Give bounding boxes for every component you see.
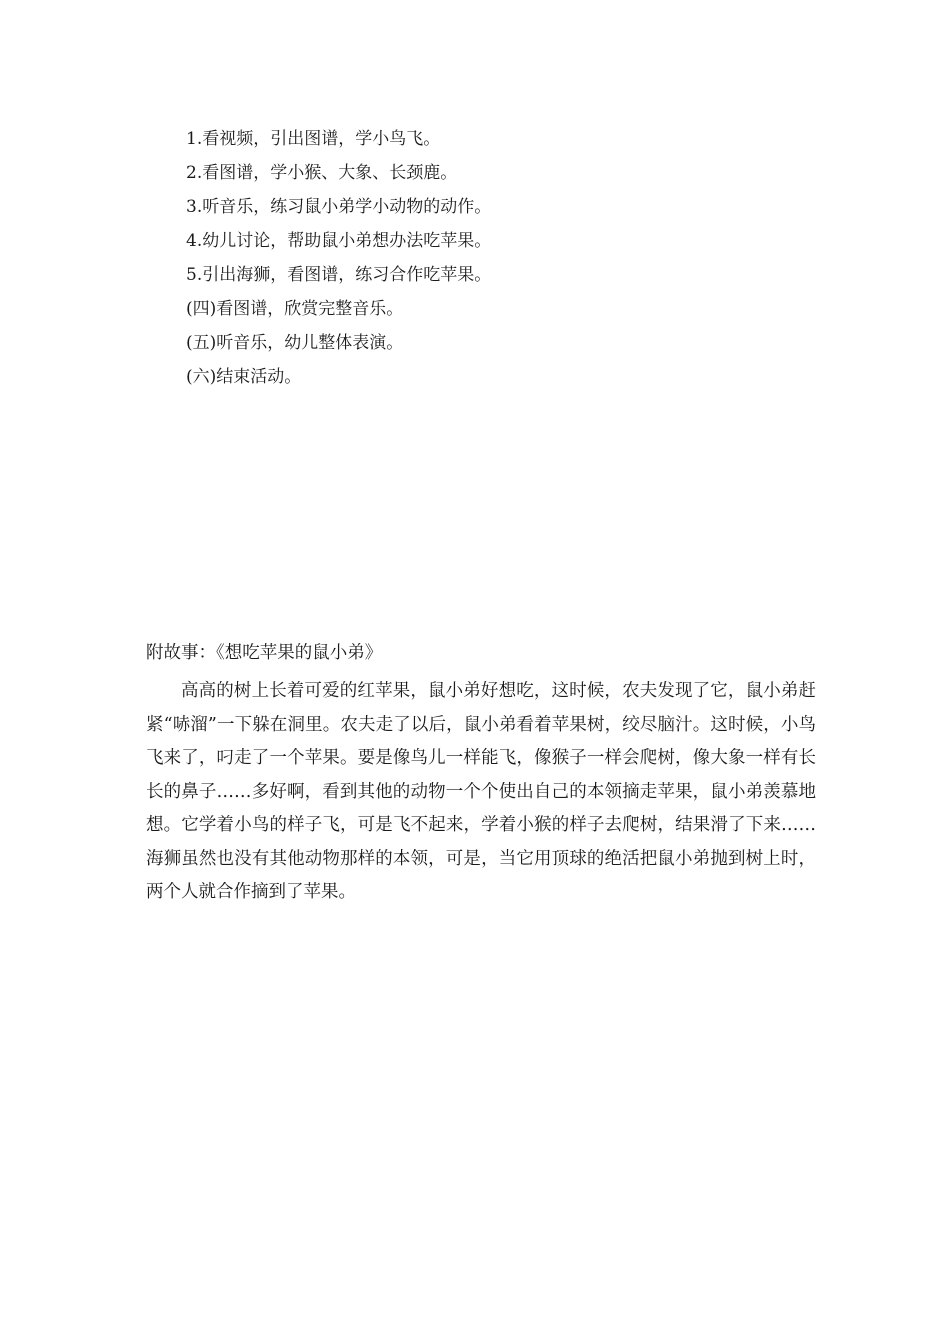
step-4: 4.幼儿讨论，帮助鼠小弟想办法吃苹果。 (186, 231, 492, 251)
step-2: 2.看图谱，学小猴、大象、长颈鹿。 (186, 163, 458, 183)
step-3: 3.听音乐，练习鼠小弟学小动物的动作。 (186, 197, 492, 217)
story-title: 附故事：《想吃苹果的鼠小弟》 (146, 643, 383, 663)
appended-story (146, 641, 816, 910)
step-1: 1.看视频，引出图谱，学小鸟飞。 (186, 129, 441, 149)
section-5: (五)听音乐，幼儿整体表演。 (186, 333, 404, 353)
activity-steps-list (186, 122, 491, 394)
story-body: 高高的树上长着可爱的红苹果，鼠小弟好想吃，这时候，农夫发现了它，鼠小弟赶紧“哧溜”一下躲在洞里。农夫走了以后，鼠小弟看着苹果树，绞尽脑汁。这时候，小鸟飞来了，叼走了一个苹果。要是像鸟儿一样能飞，像猴子一样会爬树，像大象一样有长长的鼻子……多好啊，看到其他的动物一个个使出自己的本领摘走苹果，鼠小弟羡慕地想。它学着小鸟的样子飞，可是飞不起来，学着小猴的样子去爬树，结果滑了下来……海狮虽然也没有其他动物那样的本领，可是，当它用顶球的绝活把鼠小弟抛到树上时，两个人就合作摘到了苹果。 (146, 681, 816, 902)
section-4: (四)看图谱，欣赏完整音乐。 (186, 299, 404, 319)
step-5: 5.引出海狮，看图谱，练习合作吃苹果。 (186, 265, 492, 285)
section-6: (六)结束活动。 (186, 367, 302, 387)
